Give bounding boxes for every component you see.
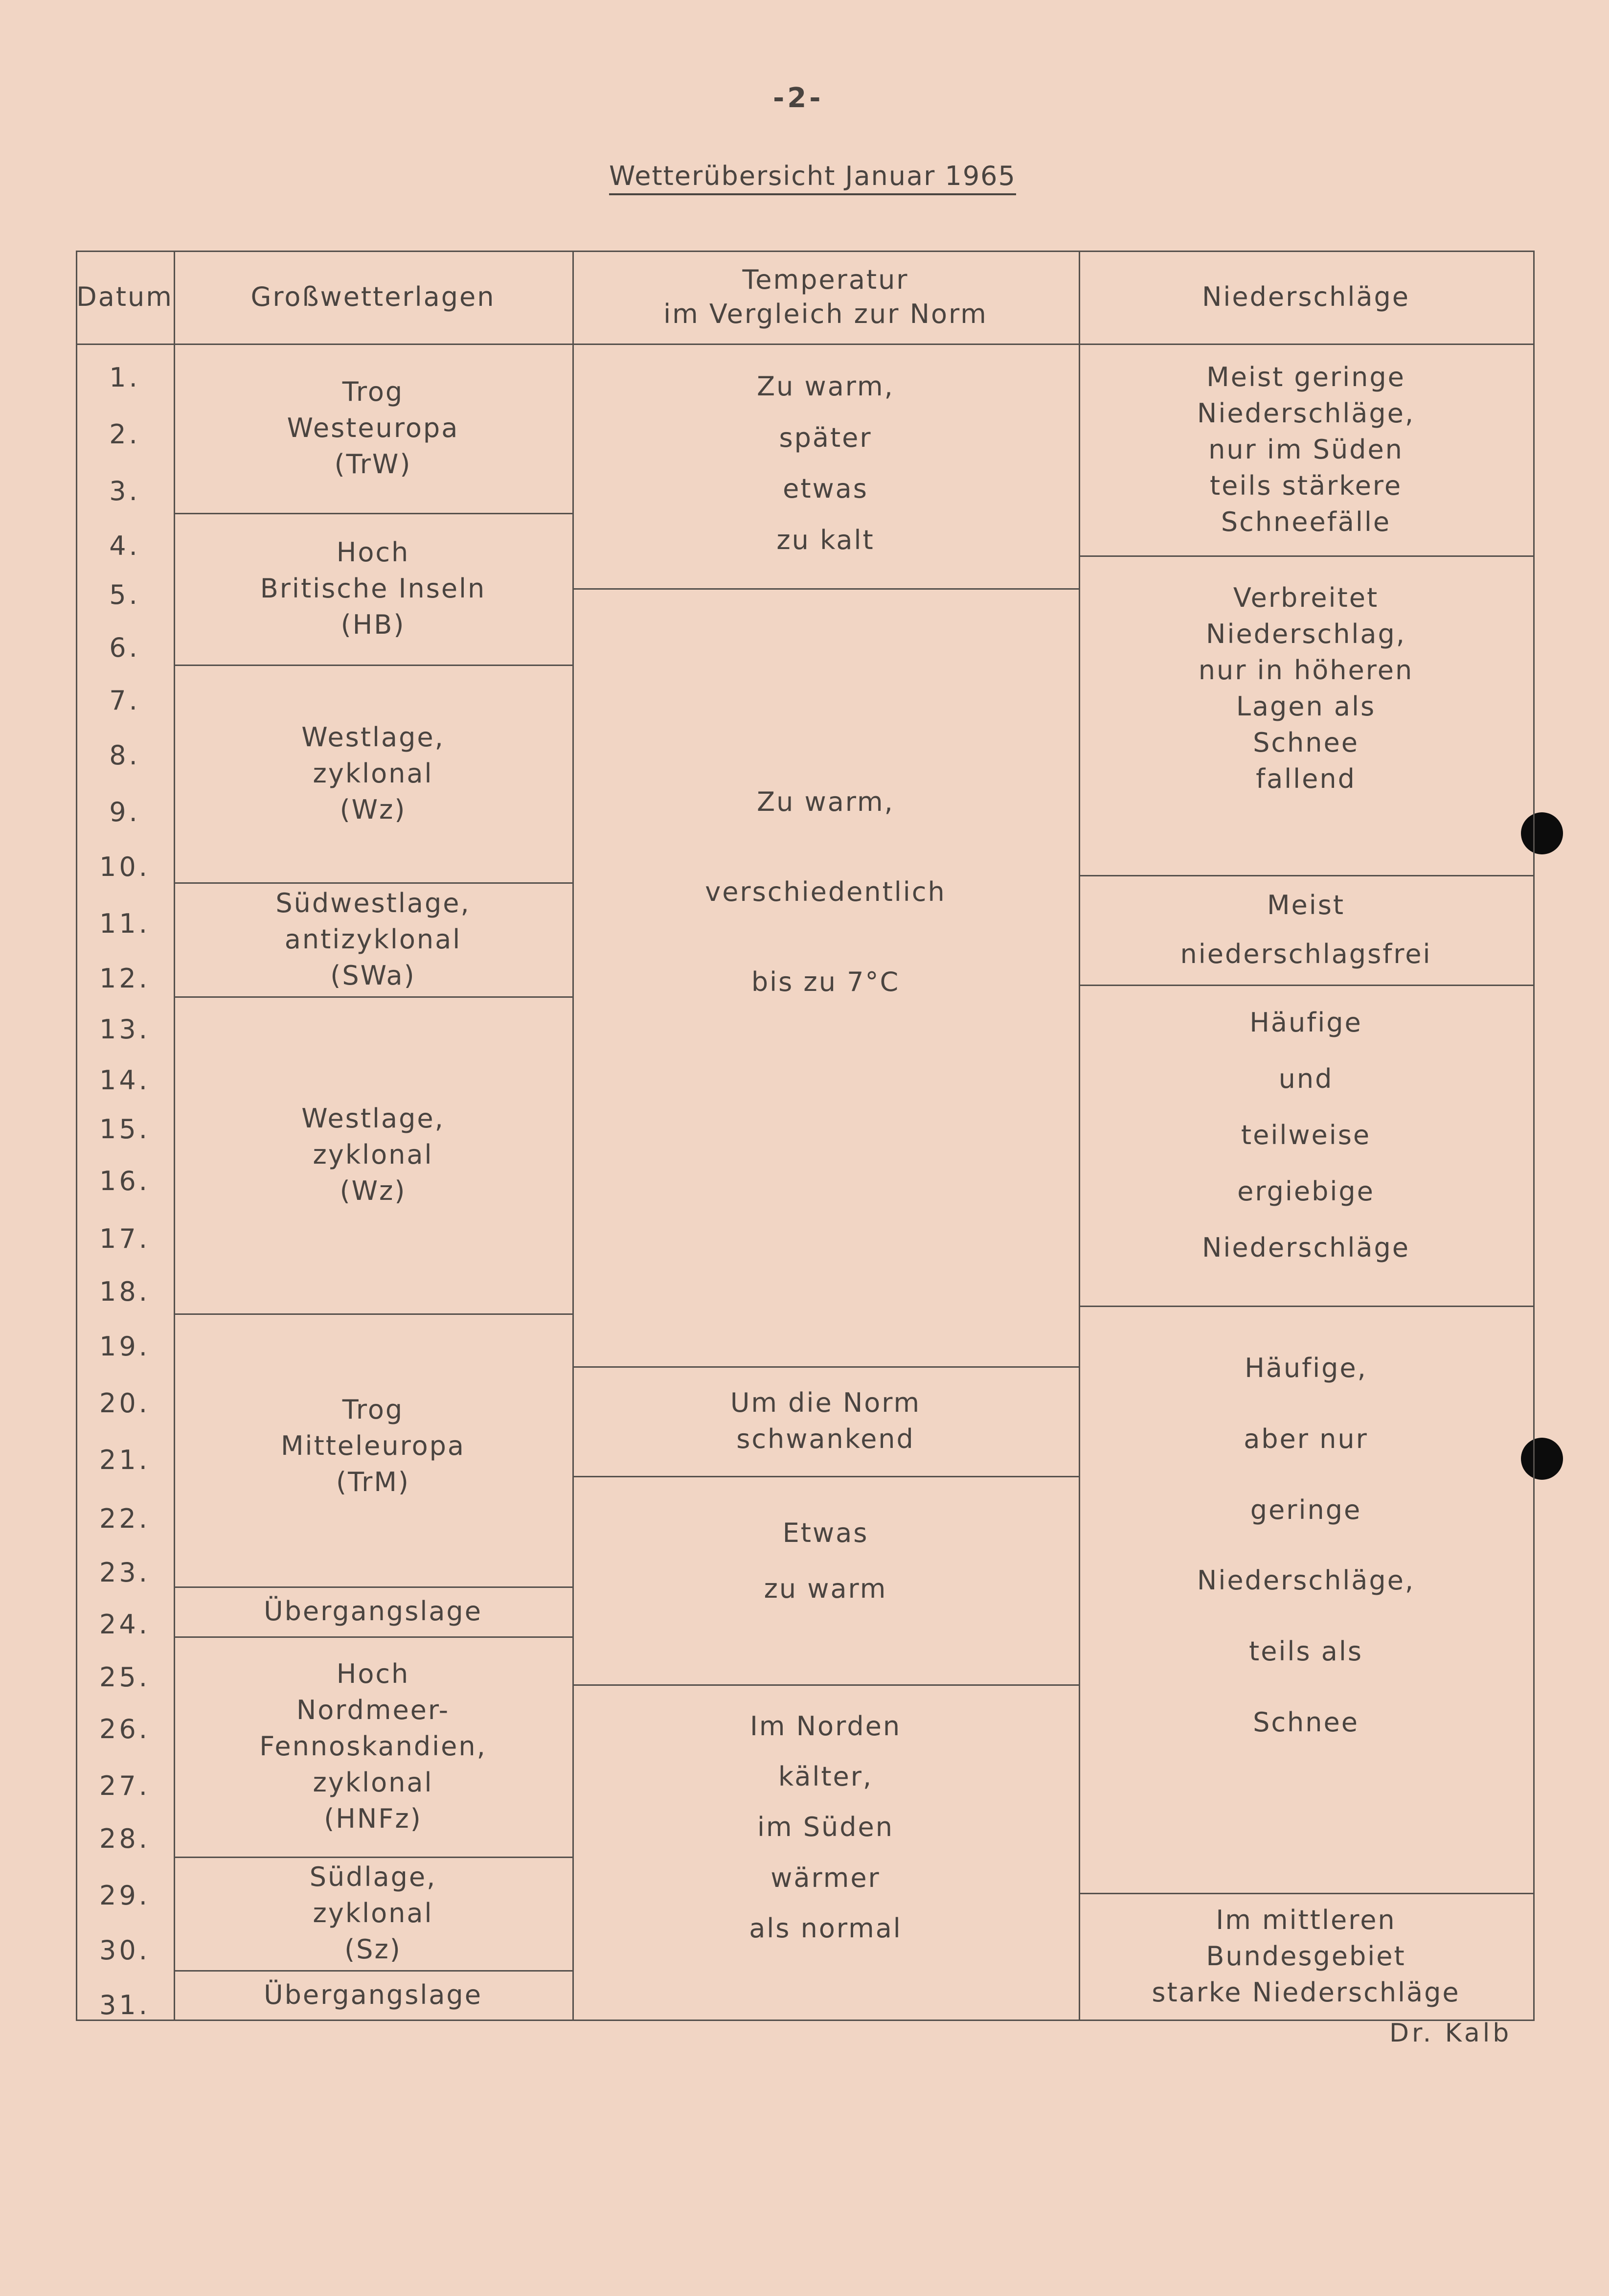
niederschlag-cell [1079, 344, 1533, 555]
grosswetterlage-cell [174, 1586, 572, 1636]
day-number: 6. [109, 632, 140, 663]
cell-line: teils stärkere [1209, 470, 1403, 501]
cell-line: teilweise [1241, 1120, 1371, 1150]
day-number: 21. [99, 1445, 150, 1475]
grosswetterlage-cell [174, 665, 572, 882]
cell-line: Nordmeer- [296, 1695, 450, 1725]
day-number: 5. [109, 579, 140, 610]
cell-line: Verbreitet [1233, 582, 1379, 613]
cell-line: teils als [1249, 1636, 1363, 1667]
temperatur-cell [572, 588, 1079, 1366]
header-temperatur [572, 251, 1079, 344]
cell-line: Westlage, [301, 721, 445, 753]
grosswetterlage-cell [174, 1857, 572, 1970]
cell-line: wärmer [771, 1862, 881, 1893]
grosswetterlage-cell [174, 513, 572, 665]
day-number: 2. [109, 419, 140, 450]
cell-line: zu warm [764, 1573, 887, 1604]
day-number: 25. [99, 1662, 150, 1693]
cell-line: etwas [783, 473, 868, 505]
cell-line: nur im Süden [1208, 434, 1404, 465]
cell-line: niederschlagsfrei [1180, 938, 1432, 969]
cell-line: (Sz) [344, 1934, 402, 1965]
cell-line: Trog [342, 1394, 404, 1425]
temperatur-cell [572, 1476, 1079, 1684]
cell-line: später [779, 422, 872, 453]
cell-line: Schneefälle [1221, 506, 1391, 537]
day-number: 31. [99, 1990, 150, 2020]
grosswetterlage-cell [174, 996, 572, 1313]
cell-line: (Wz) [340, 1175, 407, 1206]
grosswetterlage-cell [174, 882, 572, 996]
cell-line: Westlage, [301, 1103, 445, 1134]
cell-line: Um die Norm [730, 1387, 921, 1418]
day-number: 28. [99, 1823, 150, 1854]
niederschlag-cell [1079, 875, 1533, 985]
cell-line: Meist geringe [1206, 361, 1405, 392]
header-grosswetterlagen: Großwetterlagen [250, 281, 496, 312]
grosswetterlage-cell [174, 1636, 572, 1857]
day-number: 10. [99, 851, 150, 882]
cell-line: Zu warm, [757, 370, 894, 402]
cell-line: Hoch [336, 1658, 410, 1689]
day-number: 12. [99, 963, 150, 994]
day-number: 9. [109, 797, 140, 827]
niederschlag-cell [1079, 1893, 1533, 2020]
weather-table [76, 251, 1535, 2021]
cell-line: Schnee [1253, 727, 1359, 758]
cell-line: antizyklonal [284, 923, 462, 955]
day-number: 23. [99, 1557, 150, 1588]
cell-line: Niederschlag, [1206, 619, 1406, 649]
cell-line: kälter, [778, 1761, 873, 1792]
day-number: 30. [99, 1935, 150, 1966]
cell-line: verschiedentlich [705, 876, 946, 907]
cell-line: (TrW) [334, 449, 412, 480]
header-temperatur-line: im Vergleich zur Norm [663, 298, 988, 329]
page-number: -2- [773, 82, 824, 114]
cell-line: Meist [1267, 890, 1345, 921]
day-number: 29. [99, 1880, 150, 1911]
cell-line: zu kalt [776, 525, 875, 556]
day-number: 19. [99, 1331, 150, 1362]
cell-line: (TrM) [336, 1467, 410, 1497]
cell-line: Im mittleren [1216, 1904, 1396, 1935]
document-title: Wetterübersicht Januar 1965 [609, 161, 1016, 195]
cell-line: Übergangslage [264, 1596, 482, 1627]
cell-line: Lagen als [1236, 691, 1376, 722]
header-temperatur-line: Temperatur [742, 264, 909, 295]
day-number: 8. [109, 740, 140, 771]
grosswetterlage-cell [174, 1313, 572, 1586]
day-number: 13. [99, 1014, 150, 1045]
cell-line: ergiebige [1237, 1176, 1375, 1207]
day-number: 11. [99, 908, 150, 939]
day-number: 4. [109, 530, 140, 561]
cell-line: Häufige [1249, 1007, 1362, 1038]
cell-line: Übergangslage [264, 1979, 482, 2010]
temperatur-cell [572, 344, 1079, 588]
cell-line: Fennoskandien, [259, 1731, 487, 1762]
cell-line: schwankend [736, 1424, 915, 1454]
temperatur-cell [572, 1366, 1079, 1476]
cell-line: Etwas [782, 1517, 869, 1548]
cell-line: Niederschläge, [1197, 397, 1415, 429]
day-number: 1. [109, 362, 140, 393]
temperatur-cell [572, 1684, 1079, 2020]
cell-line: zyklonal [313, 1139, 433, 1170]
niederschlag-cell [1079, 985, 1533, 1306]
day-number: 18. [99, 1276, 150, 1307]
cell-line: nur in höheren [1198, 655, 1414, 686]
cell-line: aber nur [1244, 1423, 1368, 1454]
header-niederschlaege: Niederschläge [1202, 281, 1410, 312]
signature: Dr. Kalb [1389, 2019, 1512, 2048]
day-number: 3. [109, 476, 140, 506]
cell-line: zyklonal [313, 758, 433, 789]
cell-line: Britische Inseln [260, 573, 486, 604]
cell-line: Im Norden [749, 1711, 902, 1742]
cell-line: zyklonal [313, 1767, 433, 1798]
cell-line: geringe [1250, 1494, 1362, 1525]
cell-line: fallend [1256, 763, 1356, 794]
day-number: 15. [99, 1114, 150, 1145]
day-number: 22. [99, 1503, 150, 1534]
cell-line: (Wz) [340, 794, 407, 825]
cell-line: Südlage, [309, 1861, 437, 1892]
header-datum: Datum [76, 281, 173, 312]
cell-line: Zu warm, [757, 786, 894, 817]
cell-line: Niederschläge [1202, 1232, 1410, 1263]
niederschlag-cell [1079, 1306, 1533, 1893]
grosswetterlage-cell [174, 1970, 572, 2020]
cell-line: Niederschläge, [1197, 1565, 1415, 1596]
cell-line: Hoch [336, 537, 410, 568]
cell-line: Schnee [1253, 1707, 1359, 1738]
cell-line: Häufige, [1245, 1352, 1367, 1383]
cell-line: starke Niederschläge [1152, 1976, 1460, 2008]
day-number: 14. [99, 1065, 150, 1096]
cell-line: Trog [342, 376, 404, 407]
cell-line: als normal [749, 1912, 902, 1944]
cell-line: (HNFz) [324, 1803, 422, 1834]
grosswetterlage-cell [174, 344, 572, 513]
cell-line: Mitteleuropa [280, 1430, 466, 1461]
day-number: 20. [99, 1388, 150, 1419]
day-number: 26. [99, 1714, 150, 1745]
cell-line: (SWa) [330, 960, 416, 991]
cell-line: (HB) [340, 609, 406, 640]
cell-line: und [1278, 1063, 1334, 1094]
cell-line: Bundesgebiet [1206, 1940, 1406, 1972]
day-number: 27. [99, 1770, 150, 1801]
cell-line: bis zu 7°C [751, 966, 900, 997]
cell-line: Südwestlage, [275, 887, 471, 918]
day-number: 16. [99, 1166, 150, 1196]
cell-line: zyklonal [313, 1898, 433, 1929]
niederschlag-cell [1079, 555, 1533, 875]
day-number: 7. [109, 685, 140, 716]
day-number: 17. [99, 1223, 150, 1254]
cell-line: Westeuropa [287, 413, 459, 443]
day-number: 24. [99, 1609, 150, 1640]
cell-line: im Süden [757, 1812, 894, 1843]
